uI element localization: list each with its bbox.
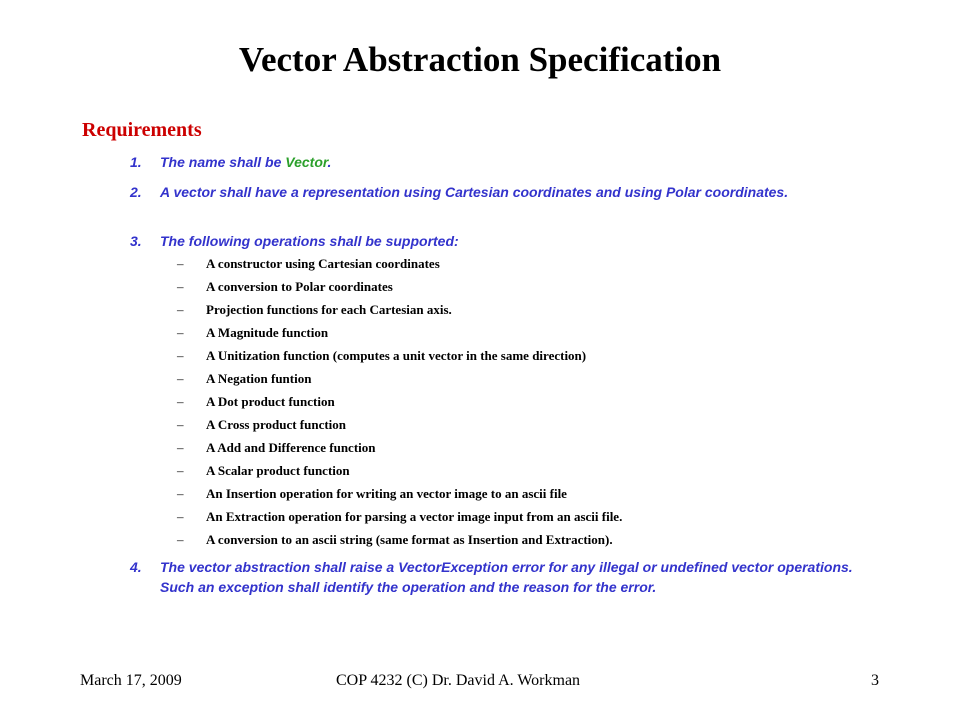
operation-text: A Cross product function: [206, 417, 347, 432]
dash-bullet: –: [177, 463, 184, 478]
operation-item: [177, 531, 877, 549]
operation-text: A constructor using Cartesian coordinates: [206, 256, 440, 271]
requirement-number: 2.: [130, 184, 142, 200]
requirement-number: 1.: [130, 154, 142, 170]
operation-text: A Negation funtion: [206, 371, 312, 386]
requirement-text-after: .: [327, 154, 332, 170]
dash-bullet: –: [177, 348, 184, 363]
operation-text: A Magnitude function: [206, 325, 329, 340]
operation-text: An Extraction operation for parsing a vector image input from an ascii file.: [206, 509, 623, 524]
operation-item: [177, 462, 877, 480]
operation-item: [177, 416, 877, 434]
footer-date: March 17, 2009: [80, 672, 182, 689]
operation-item: [177, 393, 877, 411]
requirement-accent-word: Vector: [285, 154, 328, 170]
requirement-text: The vector abstraction shall raise a VectorException error for any illegal or undefined vector operations. Such an exception shall identify the operation and the reason for the error.: [160, 559, 853, 595]
section-heading-requirements: Requirements: [82, 119, 202, 141]
requirement-item-4: [130, 557, 880, 597]
dash-bullet: –: [177, 509, 184, 524]
footer-course-credit: COP 4232 (C) Dr. David A. Workman: [336, 672, 581, 689]
operation-text: A Unitization function (computes a unit vector in the same direction): [206, 348, 587, 363]
operation-item: [177, 485, 877, 503]
operation-text: A conversion to Polar coordinates: [206, 279, 393, 294]
requirement-number: 4.: [130, 559, 142, 575]
operation-text: An Insertion operation for writing an vector image to an ascii file: [206, 486, 567, 501]
requirement-text: The following operations shall be supported:: [160, 233, 459, 249]
requirement-text: [160, 152, 880, 172]
requirement-text: A vector shall have a representation using Cartesian coordinates and using Polar coordinates.: [160, 184, 789, 200]
requirement-item-3: [130, 231, 880, 251]
operation-item: [177, 255, 877, 273]
dash-bullet: –: [177, 256, 184, 271]
operation-text: A Scalar product function: [206, 463, 350, 478]
operation-text: A Add and Difference function: [206, 440, 376, 455]
requirement-item-2: [130, 182, 880, 202]
dash-bullet: –: [177, 371, 184, 386]
operation-item: [177, 370, 877, 388]
requirement-item-1: [130, 152, 880, 172]
footer-page-number: 3: [871, 672, 879, 689]
requirement-text-before: The name shall be: [160, 154, 286, 170]
dash-bullet: –: [177, 279, 184, 294]
dash-bullet: –: [177, 394, 184, 409]
dash-bullet: –: [177, 302, 184, 317]
operation-item: [177, 508, 877, 526]
operation-text: A conversion to an ascii string (same format as Insertion and Extraction).: [206, 532, 613, 547]
slide-title: Vector Abstraction Specification: [238, 40, 722, 79]
dash-bullet: –: [177, 325, 184, 340]
operation-text: Projection functions for each Cartesian axis.: [206, 302, 452, 317]
operation-item: [177, 347, 877, 365]
operation-item: [177, 324, 877, 342]
dash-bullet: –: [177, 440, 184, 455]
operation-item: [177, 278, 877, 296]
dash-bullet: –: [177, 532, 184, 547]
dash-bullet: –: [177, 486, 184, 501]
operation-item: [177, 301, 877, 319]
requirement-number: 3.: [130, 233, 142, 249]
operation-item: [177, 439, 877, 457]
dash-bullet: –: [177, 417, 184, 432]
operation-text: A Dot product function: [206, 394, 335, 409]
